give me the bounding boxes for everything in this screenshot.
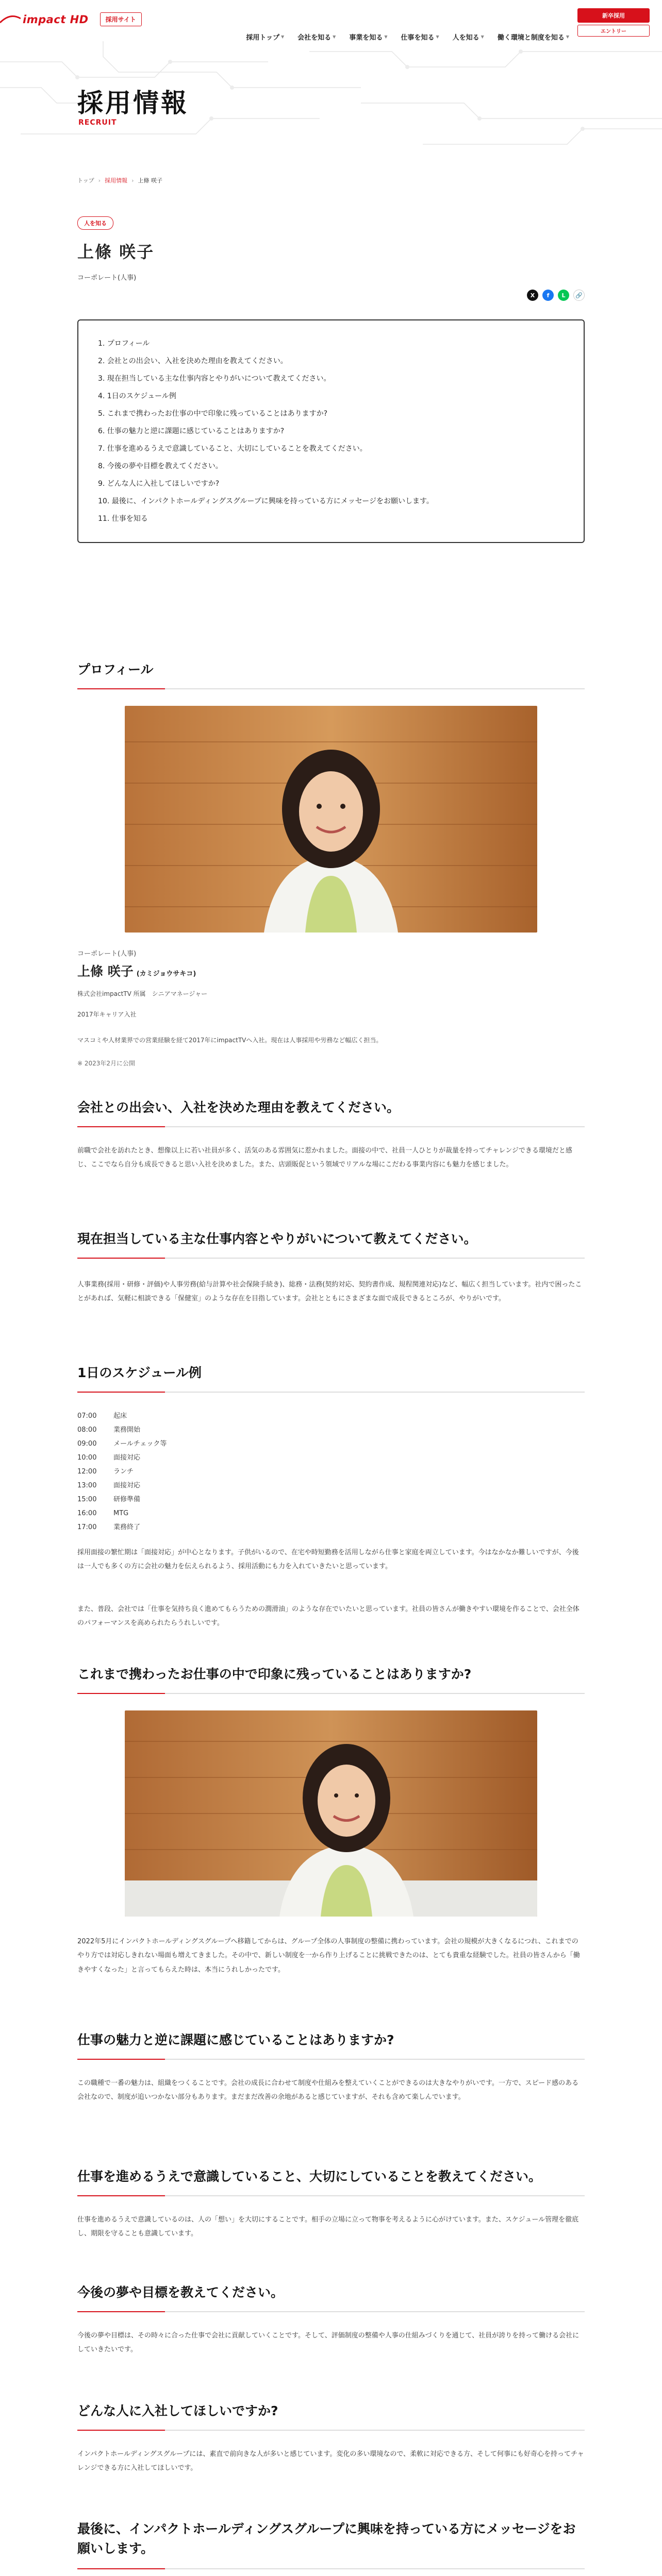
schedule-time: 13:00	[77, 1482, 97, 1489]
person-dept: コーポレート(人事)	[77, 274, 137, 282]
q2-heading: 会社との出会い、入社を決めた理由を教えてください。	[77, 1097, 585, 1127]
profile-name	[77, 961, 196, 980]
profile-name-text: 上條 咲子	[77, 964, 134, 979]
schedule-row	[77, 1506, 284, 1520]
toc-item[interactable]: 3. 現在担当している主な仕事内容とやりがいについて教えてください。	[98, 375, 331, 383]
schedule-task: 業務終了	[113, 1523, 141, 1531]
person-name: 上條 咲子	[77, 242, 155, 262]
toc-item[interactable]: 10. 最後に、インパクトホールディングスグループに興味を持っている方にメッセージをお願いします。	[98, 497, 434, 505]
schedule-task: 面接対応	[113, 1482, 141, 1489]
schedule-row	[77, 1423, 284, 1437]
schedule-task: 起床	[113, 1412, 127, 1420]
q7-body: 仕事を進めるうえで意識しているのは、人の「想い」を大切にすることです。相手の立場に立って物事を考えるように心がけています。また、スケジュール管理を徹底し、期限を守ることも意識しています。	[77, 2216, 579, 2238]
line-share-icon[interactable]: L	[558, 290, 569, 301]
profile-joined: 2017年キャリア入社	[77, 1011, 137, 1018]
site-logo[interactable]	[23, 12, 142, 26]
nav-label: 採用トップ	[246, 34, 279, 42]
toc-item[interactable]: 5. これまで携わったお仕事の中で印象に残っていることはありますか?	[98, 410, 328, 418]
profile-publish-date: ※ 2023年2月に公開	[77, 1060, 136, 1067]
q7-heading: 仕事を進めるうえで意識していること、大切にしていることを教えてください。	[77, 2166, 585, 2196]
schedule-row	[77, 1520, 284, 1534]
schedule-task: 研修準備	[113, 1496, 141, 1503]
schedule-row	[77, 1493, 284, 1506]
page-title: 採用情報	[77, 88, 189, 118]
entry-sub-button[interactable]: エントリー	[577, 25, 650, 37]
nav-label: 仕事を知る	[401, 34, 435, 42]
profile-heading: プロフィール	[77, 659, 585, 689]
schedule-time: 07:00	[77, 1412, 97, 1420]
toc-item[interactable]: 11. 仕事を知る	[98, 515, 148, 523]
nav-label: 人を知る	[452, 34, 479, 42]
chevron-down-icon: ▼	[333, 35, 336, 39]
schedule-task: メールチェック等	[113, 1440, 167, 1448]
profile-name-kana: (カミジョウサキコ)	[136, 970, 196, 978]
schedule-body-1: 採用面接の繁忙期は「面接対応」が中心となります。子供がいるので、在宅や時短勤務を活用しながら仕事と家庭を両立しています。今はなかなか難しいですが、今後は一人でも多くの方に会社の魅力を伝えられるよう、採用活動にも力を入れていきたいと思っています。	[77, 1549, 579, 1571]
breadcrumb	[77, 176, 162, 184]
chevron-down-icon: ▼	[280, 35, 285, 39]
article-main	[77, 216, 585, 2556]
schedule-time: 17:00	[77, 1523, 97, 1531]
q10-heading: 最後に、インパクトホールディングスグループに興味を持っている方にメッセージをお願いします。	[77, 2519, 585, 2569]
profile-photo	[125, 706, 537, 933]
entry-button[interactable]: 新卒採用	[577, 8, 650, 23]
schedule-time: 15:00	[77, 1496, 97, 1503]
toc-item[interactable]: 7. 仕事を進めるうえで意識していること、大切にしていることを教えてください。	[98, 445, 367, 453]
page-subtitle: RECRUIT	[78, 118, 117, 127]
q3-heading: 現在担当している主な仕事内容とやりがいについて教えてください。	[77, 1229, 585, 1259]
schedule-body-2: また、普段、会社では「仕事を気持ち良く進めてもらうための潤滑油」のような存在でいたいと思っています。社員の皆さんが働きやすい環境を作ることで、会社全体のパフォーマンスを高められたらうれしいです。	[77, 1605, 580, 1628]
q6-heading: 仕事の魅力と逆に課題に感じていることはありますか?	[77, 2030, 585, 2060]
schedule-task: 面接対応	[113, 1454, 141, 1462]
nav-jobs[interactable]	[401, 32, 439, 42]
nav-recruit-top[interactable]	[246, 32, 284, 42]
toc-item[interactable]: 2. 会社との出会い、入社を決めた理由を教えてください。	[98, 357, 288, 365]
schedule-row	[77, 1465, 284, 1479]
nav-company[interactable]	[297, 32, 336, 42]
table-of-contents	[77, 319, 585, 543]
schedule-time: 10:00	[77, 1454, 97, 1462]
global-nav	[246, 32, 569, 42]
q6-body: この職種で一番の魅力は、組織をつくることです。会社の成長に合わせて制度や仕組みを整えていくことができるのは大きなやりがいです。一方で、スピード感のある会社なので、制度が追いつかない部分もあります。まだまだ改善の余地があると感じていますが、それも含めて楽しんでいます。	[77, 2079, 579, 2102]
recruit-badge: 採用サイト	[100, 12, 142, 26]
q3-body: 人事業務(採用・研修・評価)や人事労務(給与計算や社会保険手続き)、総務・法務(契約対応、契約書作成、規程関連対応)など、幅広く担当しています。社内で困ったことがあれば、気軽に相談できる「保健室」のような存在を目指しています。会社とともにさまざまな面で成長できるところが、やりがいです。	[77, 1281, 582, 1303]
share-icons-top	[527, 290, 585, 301]
schedule-list	[77, 1409, 284, 1534]
q8-body: 今後の夢や目標は、その時々に合った仕事で会社に貢献していくことです。そして、評価制度の整備や人事の仕組みづくりを通じて、社員が誇りを持って働ける会社にしていきたいです。	[77, 2332, 580, 2354]
profile-dept: コーポレート(人事)	[77, 950, 137, 958]
site-header	[0, 0, 662, 41]
schedule-task: MTG	[113, 1510, 129, 1517]
logo-swoosh-icon	[0, 12, 21, 28]
profile-company: 株式会社impactTV 所属 シニアマネージャー	[77, 990, 208, 997]
schedule-heading: 1日のスケジュール例	[77, 1363, 585, 1393]
breadcrumb-home[interactable]: トップ	[77, 177, 94, 184]
breadcrumb-current: 上條 咲子	[138, 177, 162, 184]
interview-photo	[125, 1710, 537, 1917]
logo-text: impact HD	[23, 13, 89, 26]
toc-item[interactable]: 6. 仕事の魅力と逆に課題に感じていることはありますか?	[98, 427, 285, 435]
schedule-row	[77, 1479, 284, 1493]
entry-box	[577, 8, 650, 37]
chevron-down-icon: ▼	[436, 35, 439, 39]
schedule-time: 09:00	[77, 1440, 97, 1448]
schedule-time: 12:00	[77, 1468, 97, 1476]
breadcrumb-parent[interactable]: 採用情報	[105, 177, 128, 184]
toc-item[interactable]: 9. どんな人に入社してほしいですか?	[98, 480, 220, 488]
schedule-time: 08:00	[77, 1426, 97, 1434]
facebook-share-icon[interactable]: f	[542, 290, 554, 301]
profile-bio: マスコミや人材業界での営業経験を経て2017年にimpactTVへ入社。現在は人事採用や労務など幅広く担当。	[77, 1037, 383, 1044]
breadcrumb-separator-icon: ›	[131, 177, 134, 184]
category-tag[interactable]: 人を知る	[77, 216, 113, 230]
toc-item[interactable]: 1. プロフィール	[98, 340, 150, 348]
nav-label: 事業を知る	[349, 34, 383, 42]
link-copy-icon[interactable]: 🔗	[573, 290, 585, 301]
breadcrumb-separator-icon: ›	[98, 177, 101, 184]
toc-item[interactable]: 4. 1日のスケジュール例	[98, 392, 176, 400]
schedule-row	[77, 1451, 284, 1465]
schedule-time: 16:00	[77, 1510, 97, 1517]
q8-heading: 今後の夢や目標を教えてください。	[77, 2282, 585, 2312]
schedule-row	[77, 1437, 284, 1451]
q5-body: 2022年5月にインパクトホールディングスグループへ移籍してからは、グループ全体の人事制度の整備に携わっています。会社の規模が大きくなるにつれ、これまでのやり方では対応しきれない場面も増えてきました。その中で、新しい制度を一から作り上げることに挑戦できたのは、とても貴重な経験でした。社員の皆さんから「働きやすくなった」と言ってもらえた時は、本当にうれしかったです。	[77, 1938, 580, 1974]
q9-body: インパクトホールディングスグループには、素直で前向きな人が多いと感じています。変化の多い環境なので、柔軟に対応できる方、そして何事にも好奇心を持ってチャレンジできる方に入社してほしいです。	[77, 2450, 584, 2472]
nav-label: 働く環境と制度を知る	[497, 34, 565, 42]
chevron-down-icon: ▼	[384, 35, 388, 39]
q2-body: 前職で会社を訪れたとき、想像以上に若い社員が多く、活気のある雰囲気に惹かれました。面接の中で、社員一人ひとりが裁量を持ってチャレンジできる環境だと感じ、ここでなら自分も成長できると思い入社を決めました。また、店頭販促という領域でリアルな場にこだわる事業内容にも魅力を感じました。	[77, 1147, 572, 1169]
chevron-down-icon: ▼	[566, 35, 569, 39]
nav-environment[interactable]	[498, 32, 569, 42]
nav-label: 会社を知る	[297, 34, 332, 42]
q5-heading: これまで携わったお仕事の中で印象に残っていることはありますか?	[77, 1664, 585, 1694]
nav-business[interactable]	[349, 32, 387, 42]
hero	[0, 41, 662, 160]
schedule-task: ランチ	[113, 1468, 134, 1476]
schedule-task: 業務開始	[113, 1426, 141, 1434]
nav-people[interactable]	[453, 32, 484, 42]
toc-item[interactable]: 8. 今後の夢や目標を教えてください。	[98, 462, 223, 470]
q9-heading: どんな人に入社してほしいですか?	[77, 2401, 585, 2431]
x-share-icon[interactable]: X	[527, 290, 538, 301]
schedule-row	[77, 1409, 284, 1423]
chevron-down-icon: ▼	[481, 35, 484, 39]
